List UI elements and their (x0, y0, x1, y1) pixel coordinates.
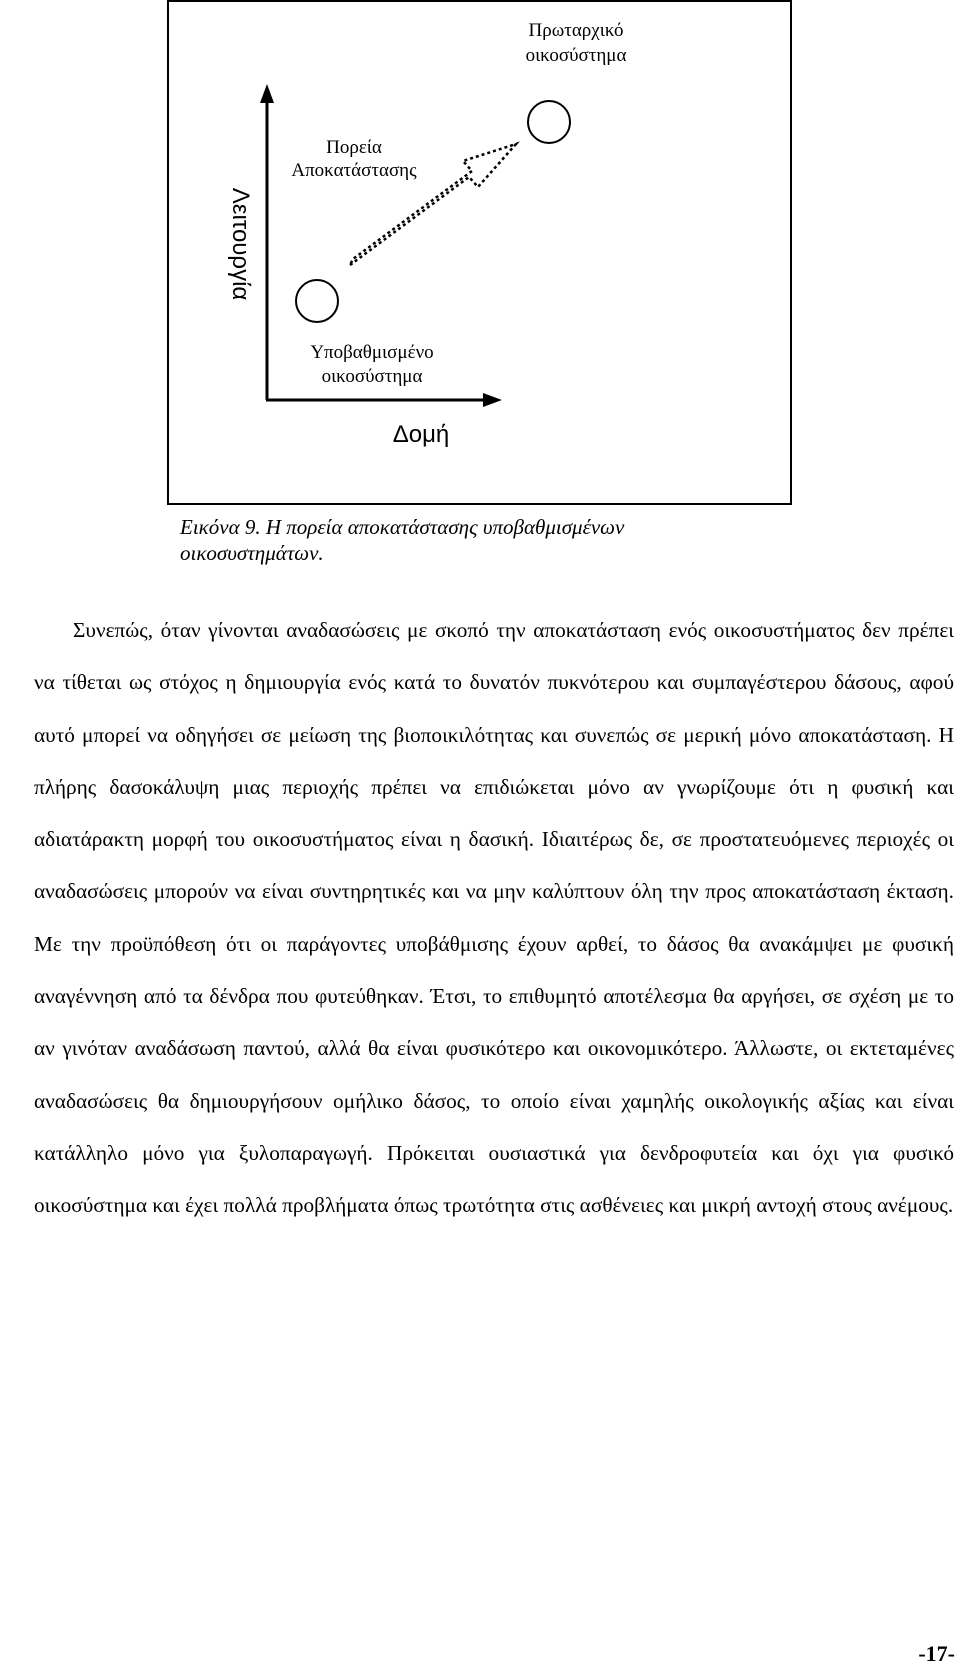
pristine-ecosystem-circle (528, 101, 570, 143)
label-pristine-line1: Πρωταρχικό (528, 20, 624, 41)
y-axis-arrowhead (260, 84, 274, 103)
label-degraded-line2: οικοσύστημα (321, 366, 423, 387)
label-pristine-line2: οικοσύστημα (525, 45, 627, 66)
restoration-diagram (169, 2, 794, 507)
degraded-ecosystem-circle (296, 280, 338, 322)
page-number: -17- (918, 1641, 955, 1666)
figure-frame (167, 0, 792, 505)
x-axis-arrowhead (483, 393, 502, 407)
label-degraded-line1: Υποβαθμισμένο (310, 342, 434, 363)
y-axis-label: Λειτουργία (227, 187, 254, 301)
x-axis-label: Δομή (392, 421, 450, 448)
figure-caption: Εικόνα 9. Η πορεία αποκατάστασης υποβαθμισμένων οικοσυστημάτων. (180, 515, 625, 565)
label-path-line2: Αποκατάστασης (291, 160, 417, 181)
body-paragraph: Συνεπώς, όταν γίνονται αναδασώσεις με σκοπό την αποκατάσταση ενός οικοσυστήματος δεν πρέπει να τίθεται ως στόχος η δημιουργία ενός κατά το δυνατόν πυκνότερου και συμπαγέστερου δάσους, αφού αυτό μπορεί να οδηγήσει σε μείωση της βιοποικιλότητας και συνεπώς σε μερική μόνο αποκατάσταση. Η πλήρης δασοκάλυψη μιας περιοχής πρέπει να επιδιώκεται μόνο αν γνωρίζουμε ότι η φυσική και αδιατάρακτη μορφή του οικοσυστήματος είναι η δασική. Ιδιαιτέρως δε, σε προστατευόμενες περιοχές οι αναδασώσεις μπορούν να είναι συντηρητικές και να μην καλύπτουν όλη την προς αποκατάσταση έκταση. Με την προϋπόθεση ότι οι παράγοντες υποβάθμισης έχουν αρθεί, το δάσος θα ανακάμψει με φυσική αναγέννηση από τα δένδρα που φυτεύθηκαν. Έτσι, το επιθυμητό αποτέλεσμα θα αργήσει, σε σχέση με το αν γινόταν αναδάσωση παντού, αλλά θα είναι φυσικότερο και οικονομικότερο. Άλλωστε, οι εκτεταμένες αναδασώσεις θα δημιουργήσουν ομήλικο δάσος, το οποίο είναι χαμηλής οικολογικής αξίας και είναι κατάλληλο μόνο για ξυλοπαραγωγή. Πρόκειται ουσιαστικά για δενδροφυτεία και όχι για φυσικό οικοσύστημα και έχει πολλά προβλήματα όπως τρωτότητα στις ασθένειες και μικρή αντοχή στους ανέμους. (34, 618, 954, 1218)
label-path-line1: Πορεία (326, 137, 382, 158)
